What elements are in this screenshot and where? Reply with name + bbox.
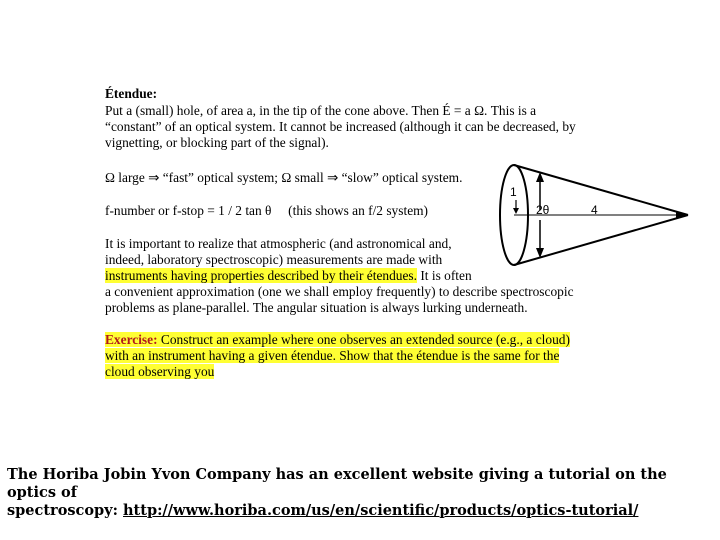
intro-line-2: “constant” of an optical system. It cannot be increased (although it can be decreased, by — [105, 119, 576, 134]
caption-prefix: spectroscopy: — [7, 502, 123, 519]
atmo-line-3-rest: It is often — [417, 268, 472, 283]
cone-tip-arrow — [676, 211, 688, 219]
exercise-line-1 — [105, 332, 570, 348]
horiba-tutorial-link[interactable]: http://www.horiba.com/us/en/scientific/products/optics-tutorial/ — [123, 502, 639, 519]
intro-paragraph — [105, 103, 576, 151]
diagram-label-length: 4 — [591, 203, 598, 217]
exercise-block — [105, 332, 570, 380]
footer-caption — [7, 466, 720, 520]
exercise-label: Exercise: — [105, 332, 158, 347]
caption-line-1: The Horiba Jobin Yvon Company has an excellent website giving a tutorial on the optics of — [7, 466, 667, 501]
caption-line-2 — [7, 502, 720, 520]
atmo-line-1: It is important to realize that atmospheric (and astronomical and, — [105, 236, 452, 251]
fnumber-note: (this shows an f/2 system) — [288, 203, 429, 218]
atmo-line-4: a convenient approximation (one we shall employ frequently) to describe spectroscopic — [105, 284, 574, 299]
intro-line-3: vignetting, or blocking part of the signal). — [105, 135, 329, 150]
intro-line-1: Put a (small) hole, of area a, in the tip of the cone above. Then É = a Ω. This is a — [105, 103, 537, 118]
diagram-label-height: 1 — [510, 185, 517, 199]
exercise-text-1: Construct an example where one observes an extended source (e.g., a cloud) — [157, 332, 570, 347]
fnumber-line — [105, 203, 428, 219]
diagram-label-angle: 2θ — [536, 203, 550, 217]
exercise-line-2 — [105, 348, 570, 364]
exercise-line-3 — [105, 364, 570, 380]
omega-line: Ω large ⇒ “fast” optical system; Ω small ⇒ “slow” optical system. — [105, 170, 463, 185]
fnumber-formula: f-number or f-stop = 1 / 2 tan θ — [105, 203, 272, 218]
exercise-text-2: with an instrument having a given étendue. Show that the étendue is the same for the — [105, 348, 560, 363]
etendue-heading: Étendue: — [105, 86, 158, 101]
atmo-line-5: problems as plane-parallel. The angular situation is always lurking underneath. — [105, 300, 528, 315]
hole-arrowhead-top — [513, 208, 519, 214]
highlighted-text: instruments having properties described by their étendues. — [105, 268, 417, 283]
cone-diagram — [490, 160, 700, 275]
exercise-text-3: cloud observing you — [105, 364, 215, 379]
atmo-line-2: indeed, laboratory spectroscopic) measurements are made with — [105, 252, 443, 267]
